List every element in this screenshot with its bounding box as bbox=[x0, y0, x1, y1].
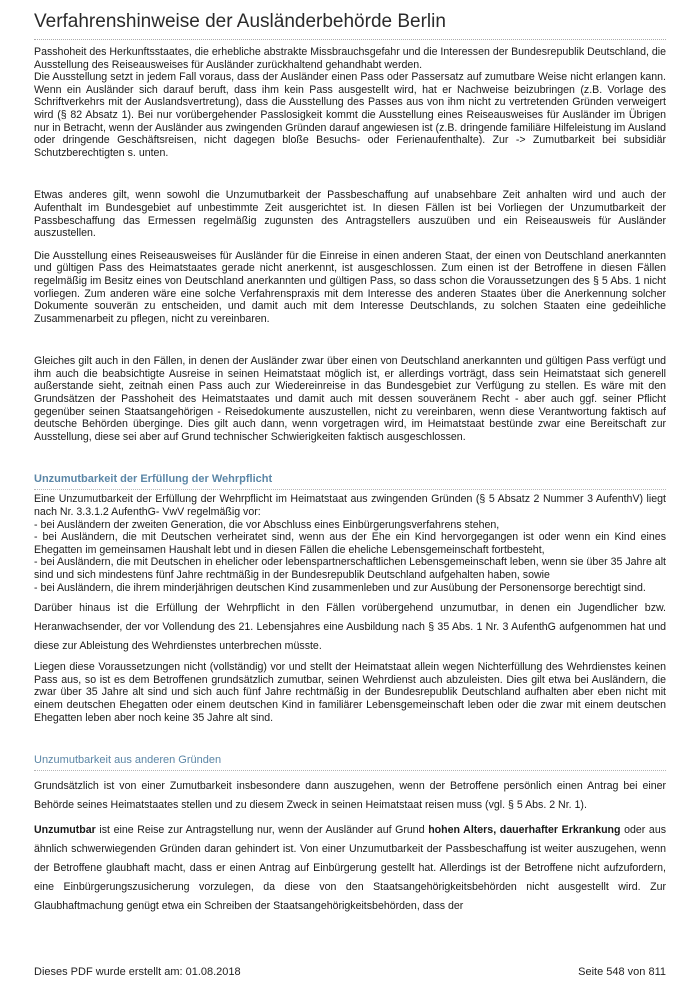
paragraph-etwas-anderes: Etwas anderes gilt, wenn sowohl die Unzumutbarkeit der Passbeschaffung auf unabsehbare Zeit anhalten wird und auch der Aufenthalt im Bundesgebiet auf unbestimmte Zeit ausgerichtet ist. In diesen Fällen ist bei Vorliegen der Unzumutbarkeit der Passbeschaffung das Ermessen regelmäßig zugunsten des Antragstellers auszuüben und ein Reiseausweis für Ausländer auszustellen. bbox=[34, 189, 666, 240]
list-item: - bei Ausländern, die mit Deutschen in ehelicher oder lebenspartnerschaftlichen Lebensgemeinschaft leben, wenn sie über 35 Jahre alt sind und sich mindestens fünf Jahre rechtmäßig in der Bundesrepublik Deutschland aufgehalten haben, sowie bbox=[34, 556, 666, 581]
heading-wehrpflicht: Unzumutbarkeit der Erfüllung der Wehrpflicht bbox=[34, 473, 666, 490]
text-segment: oder aus ähnlich schwerwiegenden Gründen daran gehindert ist. Von einer Unzumutbarkeit der Passbeschaffung ist weiter auszugehen, wenn der Betroffene glaubhaft macht, dass er einen Antrag auf Einbürgerung gestellt hat. Allerdings ist der Betroffene nicht aufzufordern, eine Einbürgerungszusicherung vorzulegen, da diese von den Staatsangehörigkeitsbehörden nicht ausgestellt wird. Zur Glaubhaftmachung genügt etwa ein Schreiben der Staatsangehörigkeitsbehörden, dass der bbox=[34, 824, 667, 913]
paragraph-gleiches-gilt: Gleiches gilt auch in den Fällen, in denen der Ausländer zwar über einen von Deutschland anerkannten und gültigen Pass verfügt und ihm auch die beabsichtigte Ausreise in seinen Heimatstaat möglich ist, er allerdings vorträgt, dass sein Heimatstaat sich generell außerstande sieht, zeitnah einen Pass auch zur Wiedereinreise in das Bundesgebiet zur Verfügung zu stellen. Es wäre mit den Grundsätzen der Passhoheit des Heimatstaates und damit auch mit dessen souveränem Recht - aber auch ggf. seiner Pflicht gegenüber seinen Staatsangehörigen - Reisedokumente auszustellen, nicht zu vereinbaren, wenn diese Verantwortung faktisch auf deutsche Behörden überginge. Dies gilt auch dann, wenn vorgetragen wird, im Heimatstaat bestünde zwar eine Bereitschaft zur Ausstellung, diese sei aber auf Grund technischer Schwierigkeiten faktisch ausgeschlossen. bbox=[34, 355, 666, 443]
list-item: - bei Ausländern, die mit Deutschen verheiratet sind, wenn aus der Ehe ein Kind hervorgegangen ist oder wenn ein Kind eines Ehegatten im gemeinsamen Haushalt lebt und in diesen Fällen die eheliche Lebensgemeinschaft fortbesteht, bbox=[34, 531, 666, 556]
list-item: - bei Ausländern, die ihrem minderjährigen deutschen Kind zusammenleben und zur Ausübung der Personensorge berechtigt sind. bbox=[34, 581, 646, 594]
bold-alter-erkrankung: hohen Alters, dauerhafter Erkrankung bbox=[428, 824, 621, 837]
document-title: Verfahrenshinweise der Ausländerbehörde Berlin bbox=[34, 10, 666, 40]
list-item: - bei Ausländern der zweiten Generation, die vor Abschluss eines Einbürgerungsverfahrens stehen, bbox=[34, 518, 500, 531]
paragraph-wehrpflicht-intro: Eine Unzumutbarkeit der Erfüllung der Wehrpflicht im Heimatstaat aus zwingenden Gründen (§ 5 Absatz 2 Nummer 3 AufenthV) liegt nach Nr. 3.3.1.2 AufenthG- VwV regelmäßig vor: bbox=[34, 493, 666, 519]
document-page bbox=[34, 10, 666, 916]
paragraph-voraussetzungen: Liegen diese Voraussetzungen nicht (vollständig) vor und stellt der Heimatstaat allein wegen Nichterfüllung des Wehrdienstes keinen Pass aus, so ist es dem Betroffenen grundsätzlich zumutbar, seinen Wehrdienst auch abzuleisten. Dies gilt etwa bei Ausländern, die zwar über 35 Jahre alt sind und sich auch fünf Jahre rechtmäßig in der Bundesrepublik Deutschland aufhalten aber eben nicht mit einem deutschen Ehegatten oder einem deutschen Kind in familiärer Lebensgemeinschaft leben oder die zwar mit einem deutschen Ehegatten leben aber noch keine 35 Jahre alt sind. bbox=[34, 661, 666, 724]
heading-andere-gruende: Unzumutbarkeit aus anderen Gründen bbox=[34, 754, 666, 771]
paragraph-jugendlicher: Darüber hinaus ist die Erfüllung der Wehrpflicht in den Fällen vorübergehend unzumutbar, in denen ein Jugendlicher bzw. Heranwachsender, der vor Vollendung des 21. Lebensjahres eine Ausbildung nach § 35 Abs. 1 Nr. 3 AufenthG aufgenommen hat und diese zur Ableistung des Wehrdienstes unterbrechen müsste. bbox=[34, 602, 666, 653]
paragraph-unzumutbar bbox=[34, 821, 666, 916]
paragraph-einreise-anderer-staat: Die Ausstellung eines Reiseausweises für Ausländer für die Einreise in einen anderen Staat, der einen von Deutschland anerkannten und gültigen Pass des Heimatstaates gerade nicht anerkennt, ist ausgeschlossen. Zum einen ist der Betroffene in diesen Fällen regelmäßig im Besitz eines von Deutschland anerkannten und gültigen Pass, so dass schon die Voraussetzungen des § 5 Abs. 1 nicht vorliegen. Zum anderen wäre eine solche Verfahrenspraxis mit dem Interesse des anderen Staates über die Anerkennung solcher Dokumente souverän zu entscheiden, und damit auch mit dem Interesse Deutschlands, zu solchen Staaten eine gedeihliche Zusammenarbeit zu pflegen, nicht zu vereinbaren. bbox=[34, 249, 666, 325]
page-footer bbox=[34, 966, 666, 978]
footer-created-date: Dieses PDF wurde erstellt am: 01.08.2018 bbox=[34, 966, 241, 978]
paragraph-ausstellung: Die Ausstellung setzt in jedem Fall voraus, dass der Ausländer einen Pass oder Passersatz auf zumutbare Weise nicht erlangen kann. Wenn ein Ausländer sich darauf beruft, dass ihm kein Pass ausgestellt wird, hat er Nachweise beizubringen (z.B. Vorlage des Schriftverkehrs mit der Auslandsvertretung), dass die Ausstellung des Passes aus von ihm nicht zu vertretenden Gründen verweigert wird (§ 82 Absatz 1). Bei nur vorübergehender Passlosigkeit kommt die Ausstellung eines Reiseausweises für Ausländer im Übrigen nur in Betracht, wenn der Ausländer aus zwingenden Gründen darauf angewiesen ist (z.B. dringende familiäre Hilfeleistung im Ausland oder dringende Geschäftsreisen, nicht dagegen bloße Besuchs- oder Ferienaufenthalte). Zur -> Zumutbarkeit bei subsidiär Schutzberechtigten s. unten. bbox=[34, 71, 666, 159]
text-segment: ist eine Reise zur Antragstellung nur, wenn der Ausländer auf Grund bbox=[95, 824, 429, 837]
footer-page-number: Seite 548 von 811 bbox=[578, 966, 666, 978]
paragraph-passhoheit: Passhoheit des Herkunftsstaates, die erhebliche abstrakte Missbrauchsgefahr und die Interessen der Bundesrepublik Deutschland, die Ausstellung des Reiseausweises für Ausländer zurückhaltend gehandhabt werden. bbox=[34, 46, 666, 71]
bold-unzumutbar: Unzumutbar bbox=[34, 824, 96, 837]
paragraph-grundsaetzlich: Grundsätzlich ist von einer Zumutbarkeit insbesondere dann auszugehen, wenn der Betroffene persönlich einen Antrag bei einer Behörde seines Heimatstaates stellen und zu diesem Zweck in seinen Heimatstaat reisen muss (vgl. § 5 Abs. 2 Nr. 1). bbox=[34, 780, 666, 812]
